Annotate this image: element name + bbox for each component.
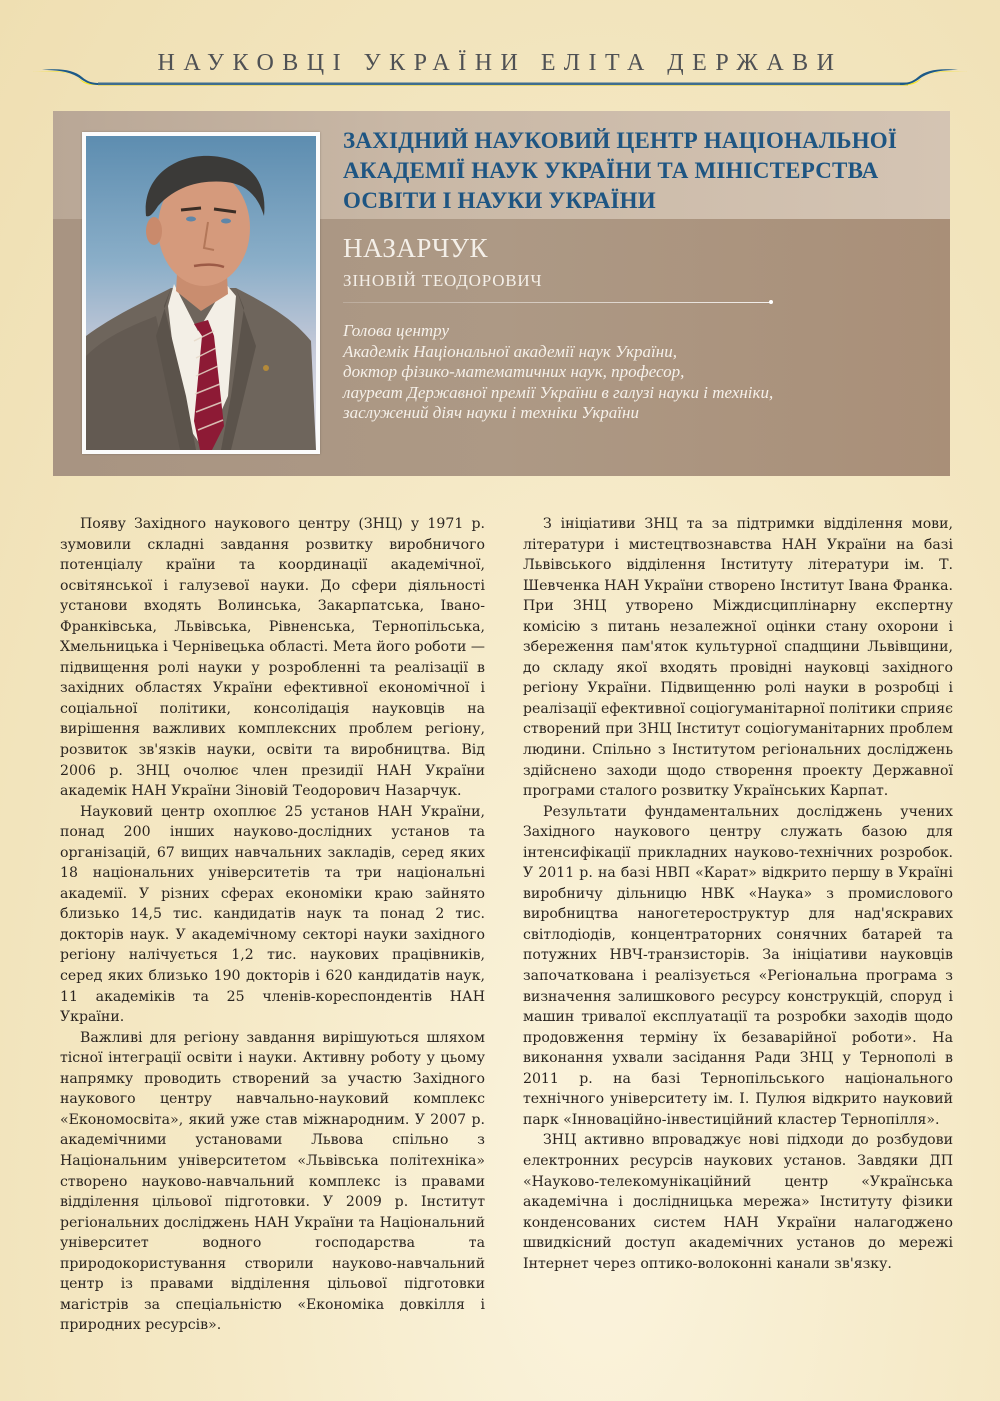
profile-header (53, 111, 950, 476)
organization-title-line: ОСВІТИ І НАУКИ УКРАЇНИ (343, 188, 656, 213)
article-paragraph: Результати фундаментальних досліджень учених Західного наукового центру служать базою для інтенсифікації прикладних науково-технічних розробок. У 2011 р. на базі НВП «Карат» відкрито першу в Україні виробничу дільницю НВК «Наука» з промислового виробництва наногетероструктур для над'яскравих світлодіодів, концентраторних сонячних батарей та потужних НВЧ-транзисторів. За ініціативи науковців започаткована і реалізується «Регіональна програма з визначення залишкового ресурсу конструкцій, споруд і машин тривалої експлуатації та розробки заходів щодо продовження терміну їх безаварійної роботи». На виконання ухвали засідання Ради ЗНЦ у Тернополі в 2011 р. на базі Тернопільського національного технічного університету ім. І. Пулюя відкрито науковий парк «Інноваційно-інвестиційний кластер Тернопілля». (523, 803, 953, 1128)
person-title-line: Академік Національної академії наук України, (343, 341, 677, 361)
person-surname: НАЗАРЧУК (343, 233, 489, 263)
portrait-photo (86, 136, 316, 450)
article-column-left (60, 514, 485, 1336)
article-paragraph: ЗНЦ активно впроваджує нові підходи до розбудови електронних ресурсів наукових установ. Завдяки ДП «Науково-телекомунікаційний центр «Українська академічна і дослідницька мережа» Інституту фізики конденсованих систем НАН України налагоджено швидкісний доступ академічних установ до мережі Інтернет через оптико-волоконні канали зв'язку. (523, 1132, 953, 1272)
masthead-title: НАУКОВЦІ УКРАЇНИ ЕЛІТА ДЕРЖАВИ (157, 50, 843, 76)
portrait-frame (82, 132, 320, 454)
person-given-names: ЗІНОВІЙ ТЕОДОРОВИЧ (343, 271, 543, 290)
article-column-right (523, 514, 953, 1274)
person-titles (343, 321, 943, 424)
organization-title-line: АКАДЕМІЇ НАУК УКРАЇНИ ТА МІНІСТЕРСТВА (343, 158, 879, 183)
person-title-line: лауреат Державної премії України в галузі науки і техніки, (343, 382, 774, 402)
organization-title (343, 126, 933, 216)
person-title-line: доктор фізико-математичних наук, професор, (343, 362, 685, 381)
name-divider (343, 302, 771, 303)
article-paragraph: Науковий центр охоплює 25 установ НАН України, понад 200 інших науково-дослідних установ та організацій, 67 вищих навчальних закладів, серед яких 18 національних університетів та три національні академії. У різних сферах економіки краю зайнято близько 14,5 тис. кандидатів наук та понад 2 тис. докторів наук. У академічному секторі науки західного регіону налічується 1,2 тис. наукових працівників, серед яких близько 190 докторів і 620 кандидатів наук, 11 академіків та 25 членів-кореспондентів НАН України. (60, 803, 485, 1026)
organization-title-line: ЗАХІДНИЙ НАУКОВИЙ ЦЕНТР НАЦІОНАЛЬНОЇ (343, 128, 898, 153)
article-paragraph: Важливі для регіону завдання вирішуються шляхом тісної інтеграції освіти і науки. Активну роботу у цьому напрямку проводить створений за участю Західного наукового центру навчально-науковий комплекс «Економосвіта», який уже став міжнародним. У 2007 р. академічними установами Львова спільно з Національним університетом «Львівська політехніка» створено науково-навчальний комплекс із правами відділення цільової підготовки. У 2009 р. Інститут регіональних досліджень НАН України та Національний університет водного господарства та природокористування створили науково-навчальний центр із правами відділення цільової підготовки магістрів за спеціальністю «Економіка довкілля і природних ресурсів». (60, 1029, 485, 1334)
masthead (20, 40, 980, 90)
article-paragraph: З ініціативи ЗНЦ та за підтримки відділення мови, літератури і мистецтвознавства НАН України на базі Львівського відділення Інституту літератури ім. Т. Шевченка НАН України створено Інститут Івана Франка. При ЗНЦ утворено Міждисциплінарну експертну комісію з питань незалежної оцінки стану охорони і збереження пам'яток культурної спадщини Львівщини, до складу якої входять провідні науковці західного регіону України. Підвищенню ролі науки в розробці і реалізації ефективної соціогуманітарної політики сприяє створений при ЗНЦ Інститут соціогуманітарних проблем людини. Спільно з Інститутом регіональних досліджень здійснено заходи щодо створення проекту Державної програми сталого розвитку Українських Карпат. (523, 516, 953, 800)
article-paragraph: Появу Західного наукового центру (ЗНЦ) у 1971 р. зумовили складні завдання розвитку виробничого потенціалу країни та координації академічної, освітянської і галузевої науки. До сфери діяльності установи входять Волинська, Закарпатська, Івано-Франківська, Львівська, Рівненська, Тернопільська, Хмельницька і Чернівецька області. Мета його роботи — підвищення ролі науки у розробленні та реалізації в західних областях України ефективної економічної і соціальної політики, консолідація науковців на вирішення важливих комплексних проблем регіону, розвиток зв'язків науки, освіти та виробництва. Від 2006 р. ЗНЦ очолює член президії НАН України академік НАН України Зіновій Теодорович Назарчук. (60, 516, 485, 800)
name-divider-dot (769, 300, 773, 304)
portrait-illustration (86, 136, 316, 450)
person-title-line: Голова центру (343, 321, 450, 340)
person-title-line: заслужений діяч науки і техніки України (343, 403, 639, 422)
